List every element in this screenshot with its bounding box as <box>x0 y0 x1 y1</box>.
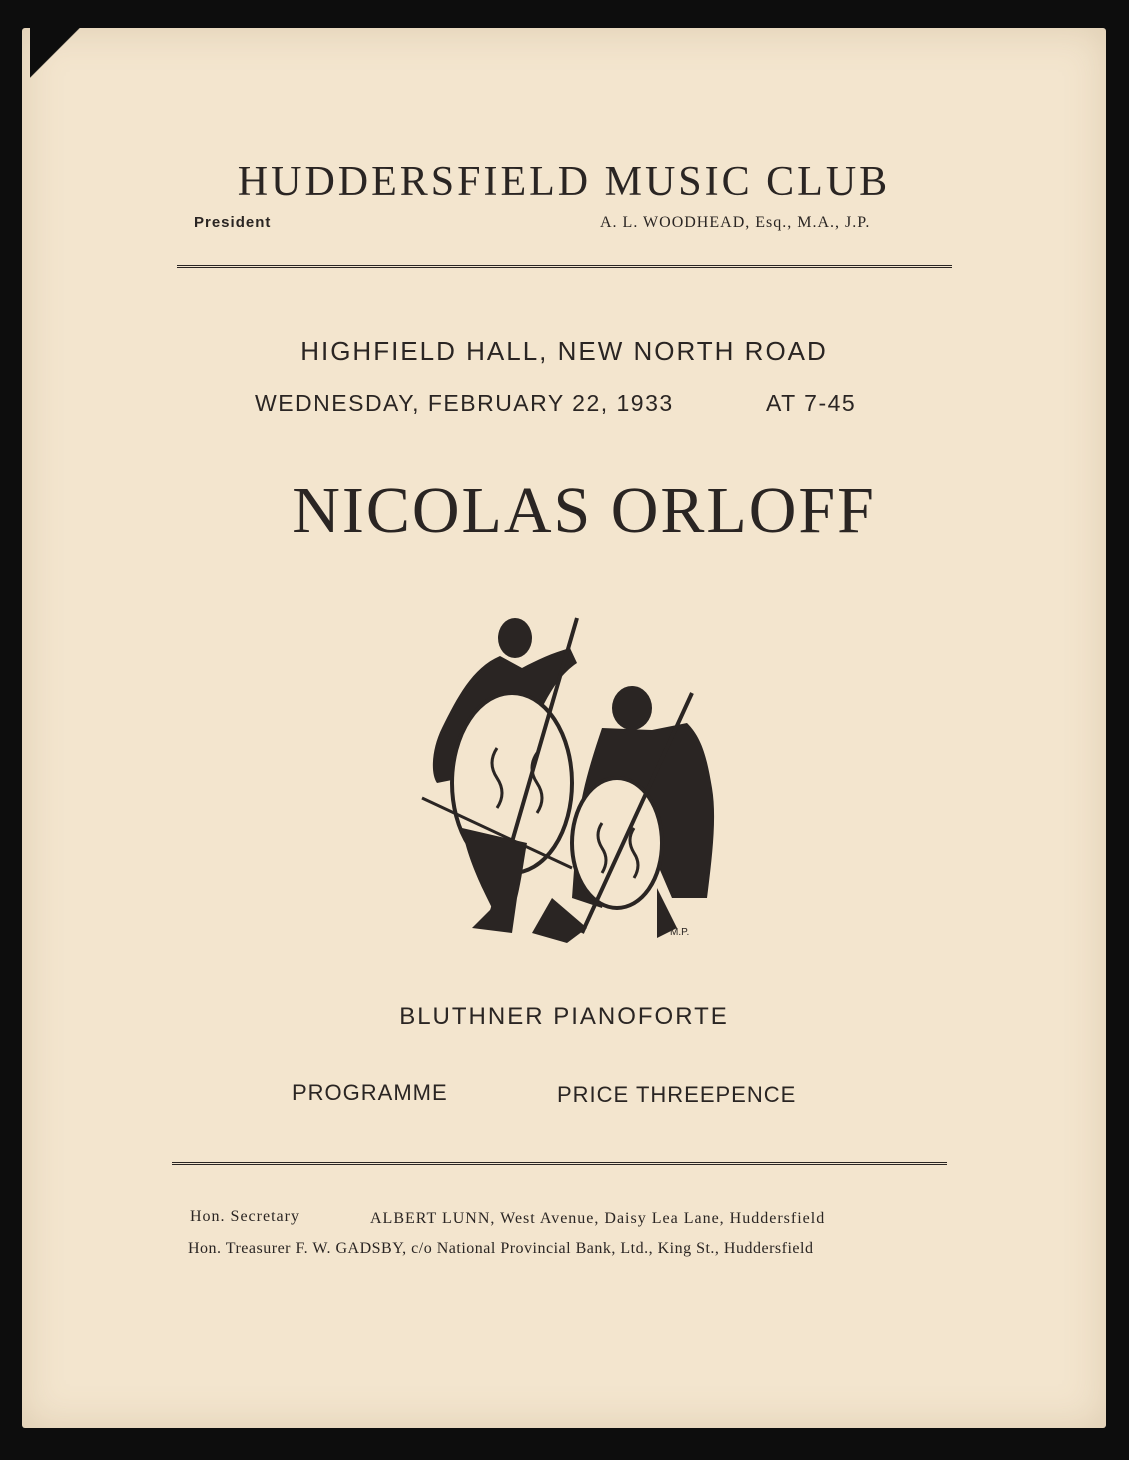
two-cellists-woodcut-icon <box>402 598 722 943</box>
treasurer-line: Hon. Treasurer F. W. GADSBY, c/o National Provincial Bank, Ltd., King St., Huddersfield <box>188 1240 814 1257</box>
president-label: President <box>194 214 272 231</box>
secretary-label: Hon. Secretary <box>190 1208 300 1225</box>
price-label: PRICE THREEPENCE <box>557 1082 797 1107</box>
event-date: WEDNESDAY, FEBRUARY 22, 1933 <box>255 390 674 416</box>
event-time: AT 7-45 <box>766 390 857 416</box>
secretary-details: ALBERT LUNN, West Avenue, Daisy Lea Lane, Huddersfield <box>370 1210 826 1227</box>
programme-page <box>22 28 1106 1428</box>
venue: HIGHFIELD HALL, NEW NORTH ROAD <box>300 336 828 366</box>
bottom-divider <box>172 1162 947 1165</box>
piano-credit: BLUTHNER PIANOFORTE <box>399 1003 729 1030</box>
programme-label: PROGRAMME <box>292 1080 448 1105</box>
club-name: HUDDERSFIELD MUSIC CLUB <box>237 159 891 205</box>
president-name: A. L. WOODHEAD, Esq., M.A., J.P. <box>600 214 871 231</box>
artist-signature: M.P. <box>670 927 690 938</box>
top-divider <box>177 265 952 268</box>
artist-name: NICOLAS ORLOFF <box>292 474 876 547</box>
